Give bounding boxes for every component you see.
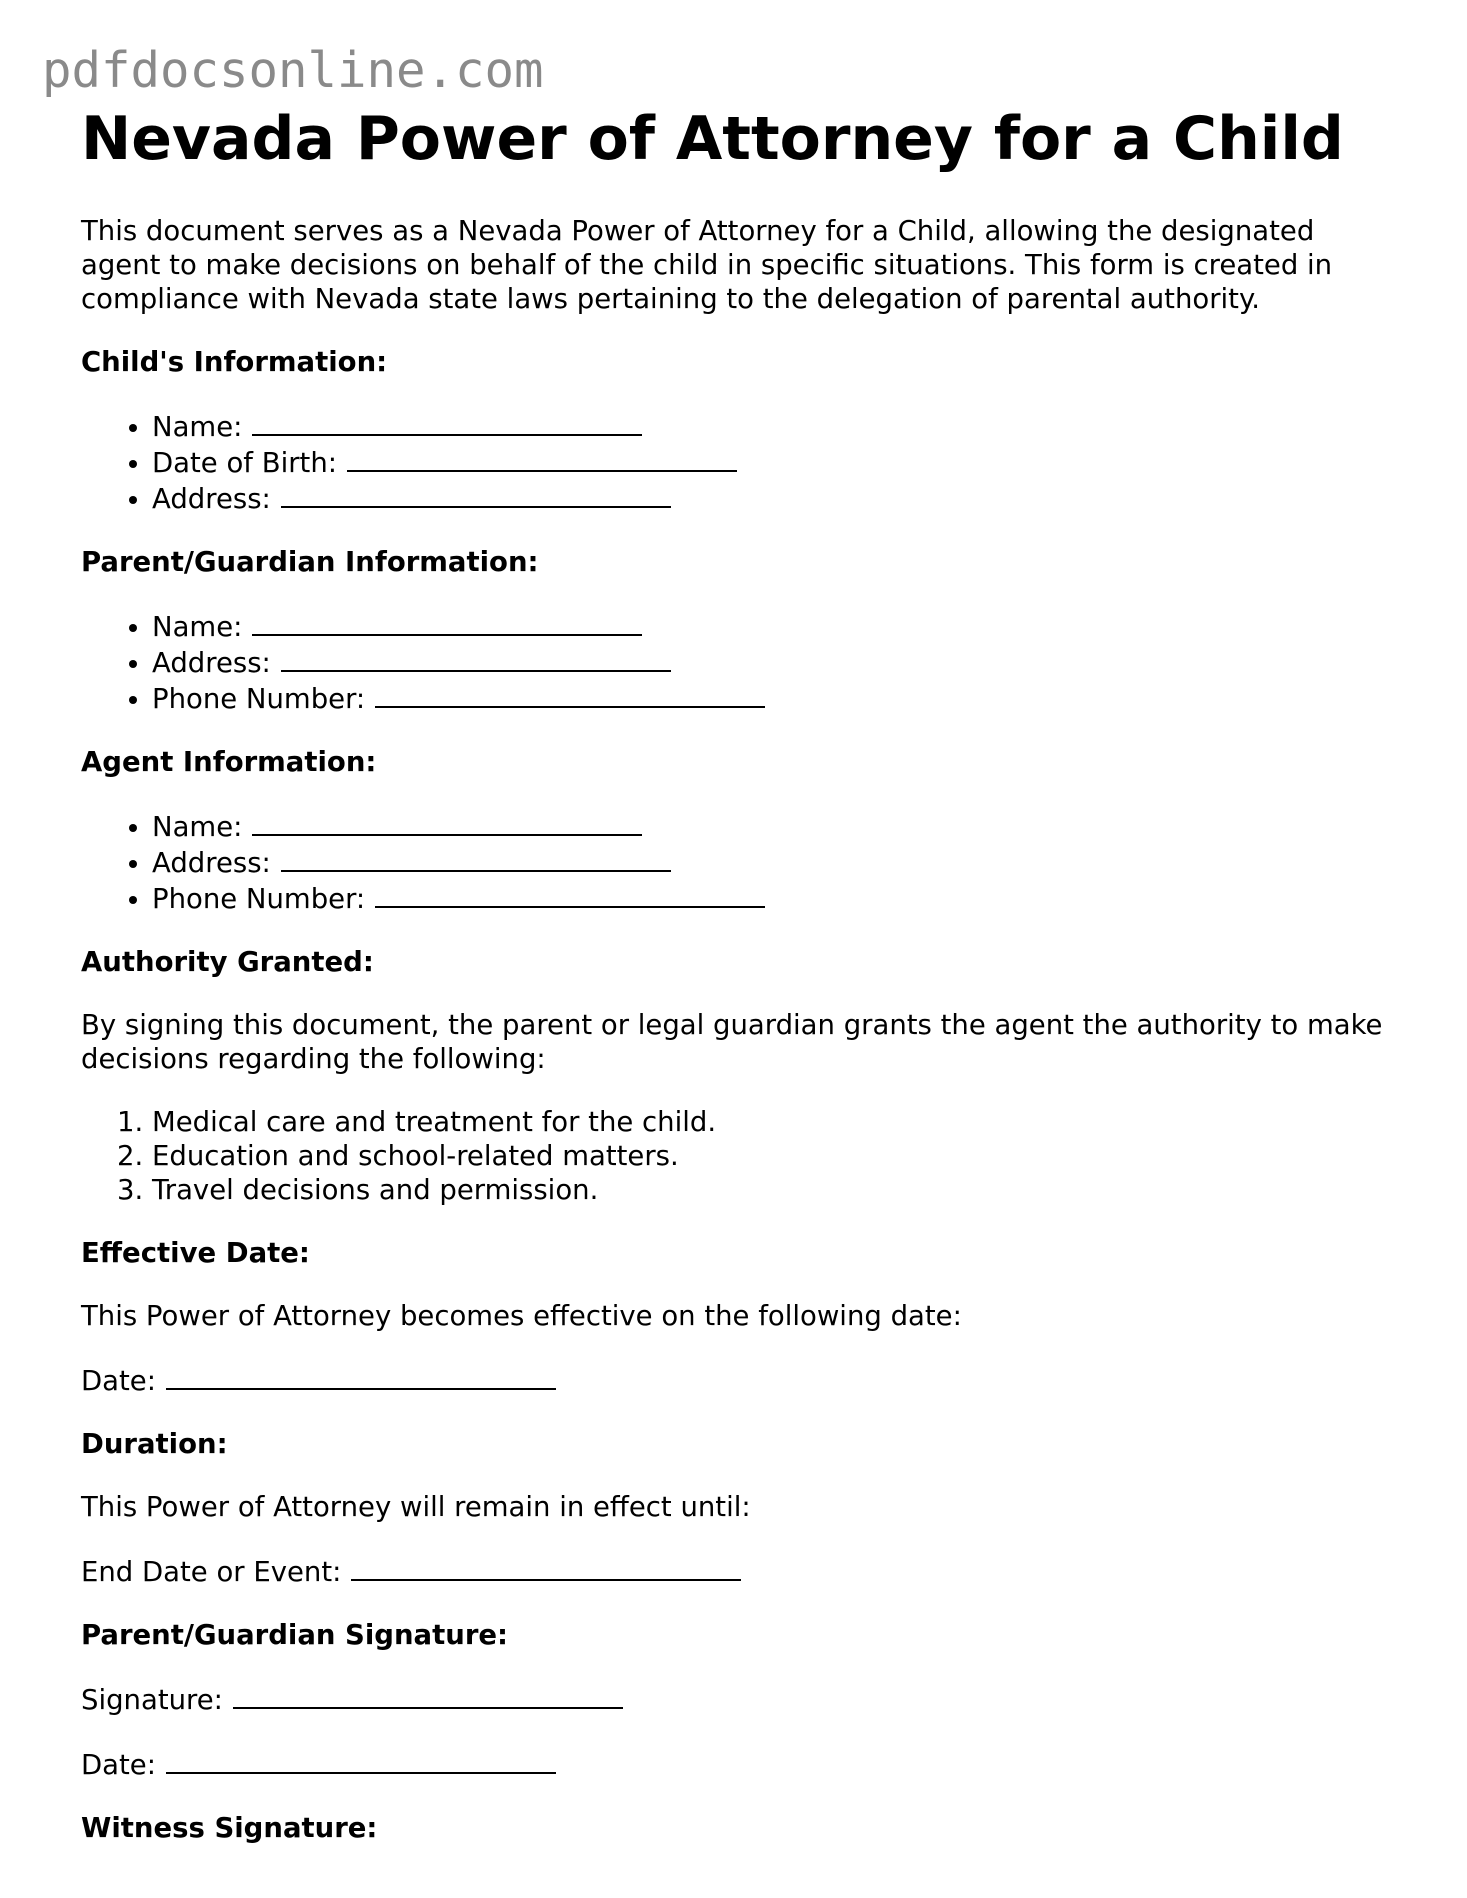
field-label: Phone Number: — [152, 683, 366, 715]
child-name-item — [152, 408, 1401, 444]
agent-info-list — [81, 808, 1401, 916]
parent-signature-heading: Parent/Guardian Signature: — [81, 1619, 509, 1651]
field-label: Address: — [152, 483, 271, 515]
duration-paragraph: This Power of Attorney will remain in effect until: — [81, 1491, 751, 1523]
field-label: End Date or Event: — [81, 1556, 342, 1588]
parent-phone-blank[interactable] — [375, 680, 765, 708]
agent-address-blank[interactable] — [281, 844, 671, 872]
child-info-list — [81, 408, 1401, 516]
witness-signature-heading: Witness Signature: — [81, 1812, 378, 1844]
parent-signature-blank[interactable] — [233, 1681, 623, 1709]
document-body — [81, 100, 1401, 1845]
agent-phone-blank[interactable] — [375, 880, 765, 908]
child-address-blank[interactable] — [281, 480, 671, 508]
authority-item: 2. Education and school-related matters. — [152, 1139, 1401, 1173]
parent-name-item — [152, 608, 1401, 644]
document-title: Nevada Power of Attorney for a Child — [81, 104, 1344, 174]
parent-info-heading: Parent/Guardian Information: — [81, 546, 539, 578]
field-label: Address: — [152, 847, 271, 879]
child-address-item — [152, 480, 1401, 516]
parent-phone-item — [152, 680, 1401, 716]
watermark: pdfdocsonline.com — [42, 42, 544, 99]
field-label: Date of Birth: — [152, 447, 338, 479]
agent-name-item — [152, 808, 1401, 844]
child-dob-blank[interactable] — [347, 444, 737, 472]
field-label: Name: — [152, 611, 243, 643]
child-dob-item — [152, 444, 1401, 480]
authority-item: 3. Travel decisions and permission. — [152, 1173, 1401, 1207]
intro-paragraph: This document serves as a Nevada Power of Attorney for a Child, allowing the designated agent to make decisions on behalf of the child in specific situations. This form is created in compliance with Nevada state laws pertaining to the delegation of parental authority. — [81, 215, 1333, 315]
agent-name-blank[interactable] — [252, 808, 642, 836]
authority-heading: Authority Granted: — [81, 946, 374, 978]
field-label: Name: — [152, 811, 243, 843]
parent-signature-field — [81, 1681, 1401, 1717]
authority-paragraph: By signing this document, the parent or legal guardian grants the agent the authority to make decisions regarding the following: — [81, 1009, 1383, 1075]
duration-heading: Duration: — [81, 1428, 228, 1460]
authority-item: 1. Medical care and treatment for the child. — [152, 1105, 1401, 1139]
parent-name-blank[interactable] — [252, 608, 642, 636]
parent-info-list — [81, 608, 1401, 716]
field-label: Date: — [81, 1749, 156, 1781]
field-label: Name: — [152, 411, 243, 443]
parent-signature-date-field — [81, 1746, 1401, 1782]
field-label: Signature: — [81, 1684, 223, 1716]
agent-phone-item — [152, 880, 1401, 916]
end-date-field — [81, 1553, 1401, 1589]
parent-address-blank[interactable] — [281, 644, 671, 672]
agent-info-heading: Agent Information: — [81, 746, 377, 778]
child-info-heading: Child's Information: — [81, 346, 388, 378]
agent-address-item — [152, 844, 1401, 880]
field-label: Phone Number: — [152, 883, 366, 915]
authority-list — [81, 1105, 1401, 1207]
effective-date-paragraph: This Power of Attorney becomes effective on the following date: — [81, 1300, 962, 1332]
effective-date-heading: Effective Date: — [81, 1237, 310, 1269]
parent-signature-date-blank[interactable] — [166, 1746, 556, 1774]
child-name-blank[interactable] — [252, 408, 642, 436]
end-date-blank[interactable] — [351, 1553, 741, 1581]
field-label: Date: — [81, 1365, 156, 1397]
effective-date-field — [81, 1362, 1401, 1398]
effective-date-blank[interactable] — [166, 1362, 556, 1390]
field-label: Address: — [152, 647, 271, 679]
parent-address-item — [152, 644, 1401, 680]
